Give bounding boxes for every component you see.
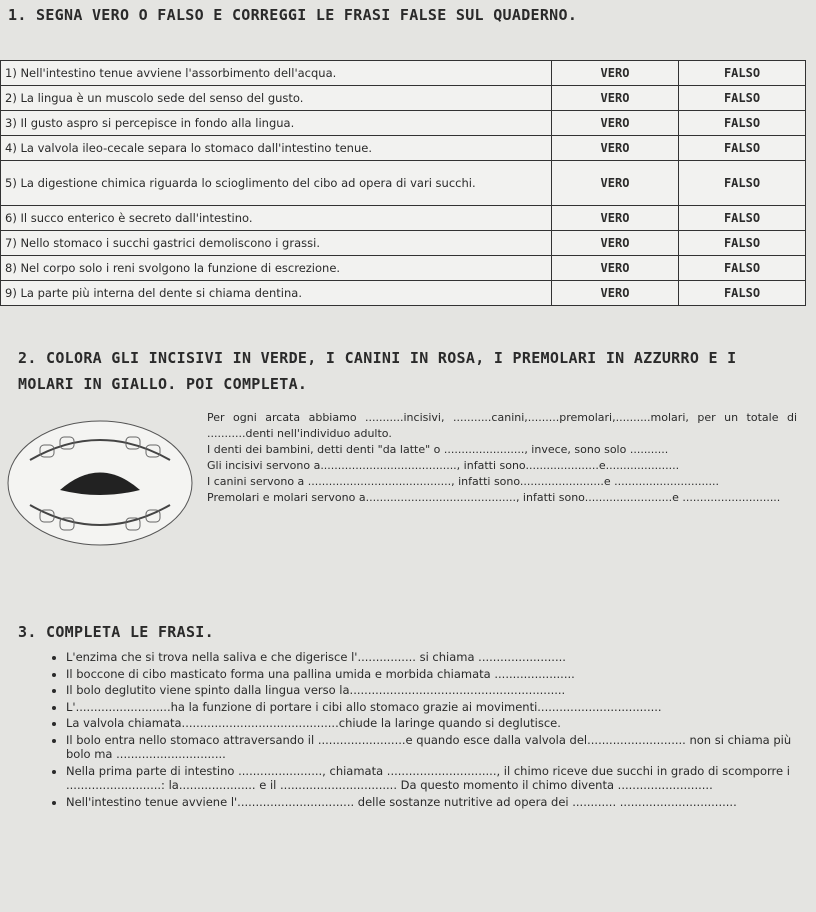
true-option[interactable]: VERO <box>552 61 679 86</box>
table-row <box>1 136 806 161</box>
list-item: • Nell'intestino tenue avviene l'................................ delle sostanze nutritive ad opera dei ............ ................................ <box>66 795 812 810</box>
true-option[interactable]: VERO <box>552 136 679 161</box>
fill-in-paragraph: Premolari e molari servono a..........................................., infatti sono.........................e ............................ <box>207 491 781 504</box>
statement: 9) La parte più interna del dente si chiama dentina. <box>1 281 552 306</box>
teeth-fill-in-text <box>207 410 797 506</box>
list-item: • La valvola chiamata...........................................chiude la laringe quando si deglutisce. <box>66 716 812 731</box>
table-row <box>1 61 806 86</box>
table-row <box>1 231 806 256</box>
list-item: • Il bolo deglutito viene spinto dalla lingua verso la........................................................... <box>66 683 812 698</box>
true-option[interactable]: VERO <box>552 206 679 231</box>
statement: 4) La valvola ileo-cecale separa lo stomaco dall'intestino tenue. <box>1 136 552 161</box>
list-item: • Il boccone di cibo masticato forma una pallina umida e morbida chiamata ...................... <box>66 667 812 682</box>
false-option[interactable]: FALSO <box>679 111 806 136</box>
statement: 2) La lingua è un muscolo sede del senso del gusto. <box>1 86 552 111</box>
statement: 3) Il gusto aspro si percepisce in fondo alla lingua. <box>1 111 552 136</box>
table-row <box>1 281 806 306</box>
list-item: • Il bolo entra nello stomaco attraversando il ........................e quando esce dalla valvola del........................... non si chiama più bolo ma .............................. <box>66 733 812 762</box>
true-option[interactable]: VERO <box>552 281 679 306</box>
true-option[interactable]: VERO <box>552 86 679 111</box>
false-option[interactable]: FALSO <box>679 86 806 111</box>
table-row <box>1 86 806 111</box>
statement: 7) Nello stomaco i succhi gastrici demoliscono i grassi. <box>1 231 552 256</box>
false-option[interactable]: FALSO <box>679 231 806 256</box>
false-option[interactable]: FALSO <box>679 206 806 231</box>
false-option[interactable]: FALSO <box>679 161 806 206</box>
mouth-teeth-diagram <box>0 405 195 560</box>
list-item: • L'..........................ha la funzione di portare i cibi allo stomaco grazie ai movimenti.................................. <box>66 700 812 715</box>
table-row <box>1 161 806 206</box>
true-option[interactable]: VERO <box>552 256 679 281</box>
statement: 1) Nell'intestino tenue avviene l'assorbimento dell'acqua. <box>1 61 552 86</box>
table-row <box>1 206 806 231</box>
fill-in-paragraph: Gli incisivi servono a......................................., infatti sono.....................e..................... <box>207 459 680 472</box>
false-option[interactable]: FALSO <box>679 281 806 306</box>
true-option[interactable]: VERO <box>552 161 679 206</box>
list-item: • Nella prima parte di intestino ......................., chiamata .............................., il chimo riceve due succhi in grado di scomporre i ..........................: la..................... e il ................................ Da questo momento il chimo diventa .......................... <box>66 764 812 793</box>
false-option[interactable]: FALSO <box>679 256 806 281</box>
table-row <box>1 256 806 281</box>
true-false-table <box>0 60 806 306</box>
true-option[interactable]: VERO <box>552 231 679 256</box>
fill-in-paragraph: I canini servono a ........................................., infatti sono........................e .............................. <box>207 475 719 488</box>
statement: 5) La digestione chimica riguarda lo scioglimento del cibo ad opera di vari succhi. <box>1 161 552 206</box>
sentence-list <box>48 650 812 811</box>
section2-title: 2. COLORA GLI INCISIVI IN VERDE, I CANINI IN ROSA, I PREMOLARI IN AZZURRO E I MOLARI IN GIALLO. POI COMPLETA. <box>18 349 737 393</box>
true-option[interactable]: VERO <box>552 111 679 136</box>
section1-title: 1. SEGNA VERO O FALSO E CORREGGI LE FRASI FALSE SUL QUADERNO. <box>8 6 578 24</box>
false-option[interactable]: FALSO <box>679 136 806 161</box>
statement: 8) Nel corpo solo i reni svolgono la funzione di escrezione. <box>1 256 552 281</box>
fill-in-paragraph: I denti dei bambini, detti denti "da latte" o ......................., invece, sono solo ........... <box>207 443 669 456</box>
false-option[interactable]: FALSO <box>679 61 806 86</box>
table-row <box>1 111 806 136</box>
section3-title: 3. COMPLETA LE FRASI. <box>18 623 214 641</box>
fill-in-paragraph: Per ogni arcata abbiamo ...........incisivi, ...........canini,.........premolari,..........molari, per un totale di ...........denti nell'individuo adulto. <box>207 411 797 440</box>
statement: 6) Il succo enterico è secreto dall'intestino. <box>1 206 552 231</box>
list-item: • L'enzima che si trova nella saliva e che digerisce l'................ si chiama ........................ <box>66 650 812 665</box>
